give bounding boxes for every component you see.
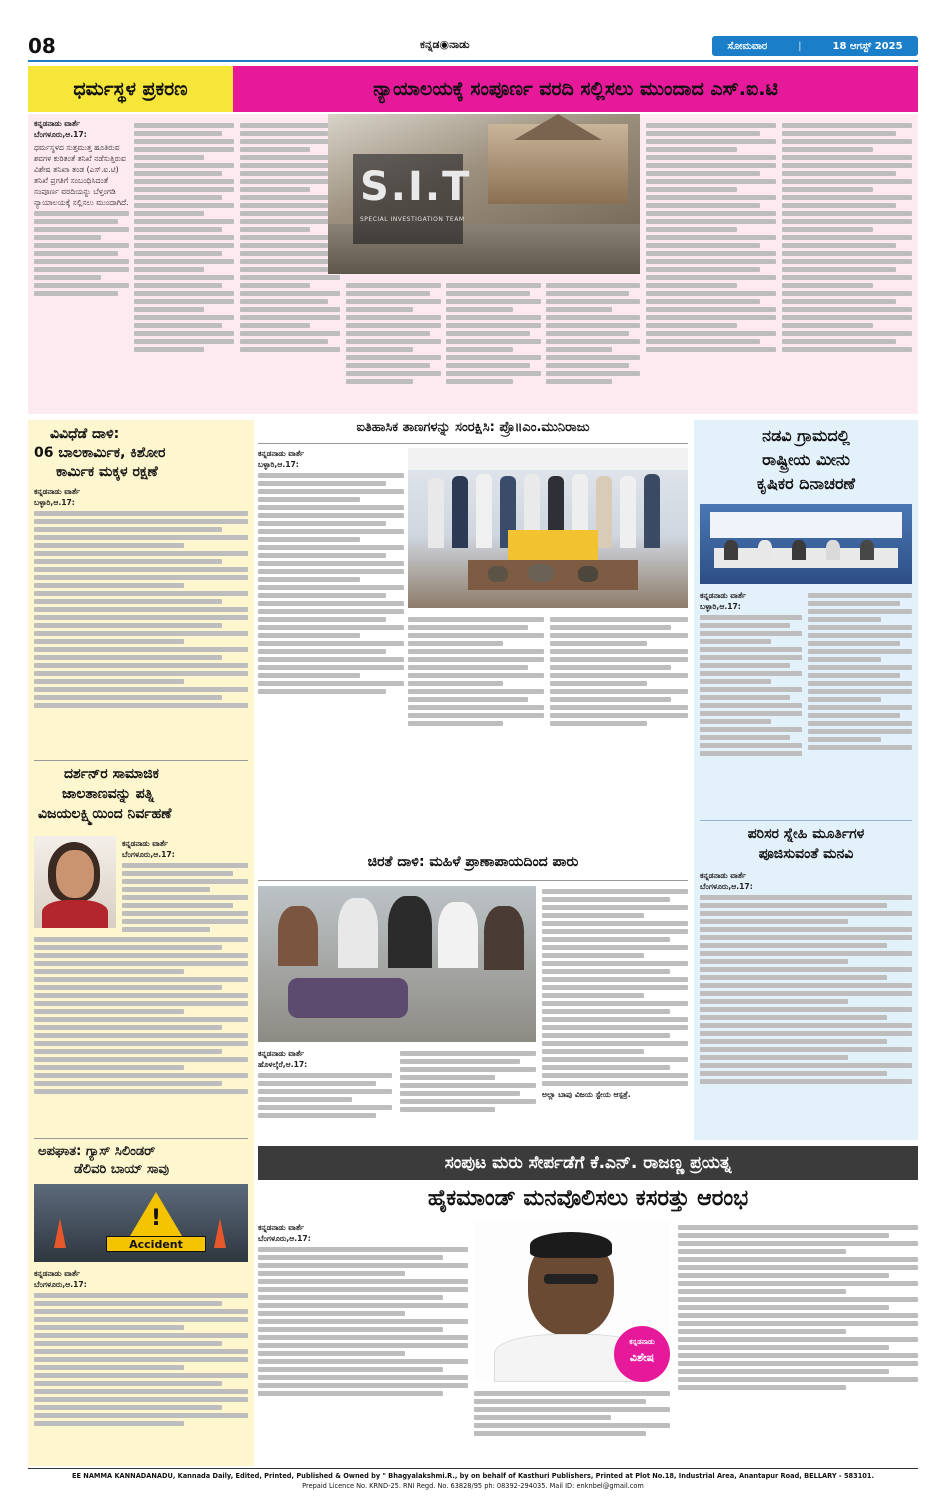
- accident-story: [34, 1144, 248, 1460]
- heritage-column-3: [550, 614, 688, 748]
- banner-tag: ಧರ್ಮಸ್ಥಳ ಪ್ರಕರಣ: [28, 66, 233, 112]
- place-date: ಬೆಂಗಳೂರು,ಆ.17:: [122, 850, 175, 859]
- top-story-column-3: [240, 120, 340, 408]
- leopard-column-2: [400, 1048, 536, 1142]
- child-labour-title-1: ವಿವಿಧೆಡೆ ದಾಳಿ:: [50, 426, 120, 442]
- left-column: [28, 420, 254, 1466]
- badge-bottom: ವಿಶೇಷ: [629, 1351, 655, 1364]
- dateline: ಕನ್ನಡನಾಡು ವಾರ್ತೆ: [258, 449, 305, 458]
- top-story-column-2: [134, 120, 234, 408]
- vijayalakshmi-photo: [34, 836, 116, 928]
- top-story-column-4: [346, 280, 441, 408]
- footer-licence: Prepaid Licence No. KRND-25. RNI Regd. No. 63828/95 ph: 08392-294035. Mail ID: enknbel@gmail.com: [302, 1482, 644, 1490]
- dateline: ಕನ್ನಡನಾಡು ವಾರ್ತೆ: [700, 871, 747, 880]
- sit-logo: S.I.T: [360, 164, 472, 210]
- leopard-photo: [258, 886, 536, 1042]
- place-date: ಬೆಂಗಳೂರು,ಆ.17:: [258, 1234, 311, 1243]
- fish-column-2: [808, 590, 912, 814]
- cabinet-kicker: ಸಂಪುಟ ಮರು ಸೇರ್ಪಡೆಗೆ ಕೆ.ಎನ್. ರಾಜಣ್ಣ ಪ್ರಯತ್ನ: [258, 1146, 918, 1180]
- dateline: ಕನ್ನಡನಾಡು ವಾರ್ತೆ: [34, 1269, 81, 1278]
- leopard-column-3: [542, 886, 688, 1142]
- fish-event-photo: [700, 504, 912, 584]
- dateline: ಕನ್ನಡನಾಡು ವಾರ್ತೆ: [258, 1049, 305, 1058]
- heritage-story: [258, 420, 688, 750]
- place-date: ಬಳ್ಳಾರಿ,ಆ.17:: [700, 602, 741, 611]
- darshan-title-1: ದರ್ಶನ್‌ರ ಸಾಮಾಜಿಕ: [64, 766, 159, 782]
- cabinet-column-2: [474, 1388, 670, 1462]
- right-column: [694, 420, 918, 1140]
- place-date: ಬೆಂಗಳೂರು,ಆ.17:: [700, 882, 753, 891]
- dateline: ಕನ್ನಡನಾಡು ವಾರ್ತೆ: [700, 591, 747, 600]
- sit-logo-caption: SPECIAL INVESTIGATION TEAM: [360, 216, 465, 223]
- place-date: ಬಳ್ಳಾರಿ,ಆ.17:: [34, 498, 75, 507]
- eco-title-1: ಪರಿಸರ ಸ್ನೇಹಿ ಮೂರ್ತಿಗಳ: [747, 826, 865, 842]
- day-label: ಸೋಮವಾರ: [727, 40, 768, 52]
- dateline: ಕನ್ನಡನಾಡು ವಾರ್ತೆ: [34, 119, 81, 128]
- heritage-column-2: [408, 614, 544, 748]
- fish-title-3: ಕೃಷಿಕರ ದಿನಾಚರಣೆ: [756, 474, 856, 493]
- cabinet-story: [258, 1146, 918, 1466]
- cabinet-column-1: [258, 1222, 468, 1462]
- page-number: 08: [28, 34, 56, 58]
- top-story-column-5: [446, 280, 541, 408]
- date-box: ಸೋಮವಾರ | 18 ಆಗಸ್ಟ್ 2025: [712, 36, 918, 56]
- special-badge: [614, 1326, 670, 1382]
- child-labour-story: [34, 426, 248, 756]
- fish-column-1: [700, 590, 802, 814]
- fish-title-2: ರಾಷ್ಟ್ರೀಯ ಮೀನು: [762, 450, 850, 469]
- darshan-title-2: ಜಾಲತಾಣವನ್ನು ಪತ್ನಿ: [62, 786, 154, 802]
- page-footer: [28, 1468, 918, 1498]
- child-labour-title-2: 06 ಬಾಲಕಾರ್ಮಿಕ, ಕಿಶೋರ: [34, 445, 166, 461]
- top-banner: [28, 66, 918, 112]
- eco-idol-story: [700, 826, 912, 1136]
- top-story-column-7: [646, 120, 776, 408]
- place-date: ಬೆಂಗಳೂರು,ಆ.17:: [34, 1280, 87, 1289]
- rajanna-photo: [474, 1222, 670, 1382]
- cabinet-column-3: [678, 1222, 918, 1462]
- fish-title-1: ನಡವಿ ಗ್ರಾಮದಲ್ಲಿ: [762, 426, 850, 445]
- top-story-column-6: [546, 280, 640, 408]
- leopard-column-1: [258, 1048, 392, 1142]
- footer-imprint: EE NAMMA KANNADANADU, Kannada Daily, Edited, Printed, Published & Owned by " Bhagyalakshmi.R., by on behalf of Kasthuri Publishers, Printed at Plot No.18, Industrial Area, Anantapur Road, BELLARY - 583101.: [72, 1472, 874, 1480]
- leopard-story: [258, 854, 688, 1144]
- accident-title-2: ಡೆಲಿವರಿ ಬಾಯ್ ಸಾವು: [74, 1162, 170, 1177]
- warning-icon: !: [151, 1206, 162, 1231]
- cabinet-headline: ಹೈಕಮಾಂಡ್ ಮನವೊಲಿಸಲು ಕಸರತ್ತು ಆರಂಭ: [427, 1186, 749, 1211]
- eco-title-2: ಪೂಜಿಸುವಂತೆ ಮನವಿ: [758, 846, 854, 862]
- darshan-story: [34, 766, 248, 1136]
- top-story-column-1: [34, 118, 129, 408]
- darshan-title-3: ವಿಜಯಲಕ್ಷ್ಮಿಯಿಂದ ನಿರ್ವಹಣೆ: [38, 806, 172, 822]
- accident-title-1: ಅಪಘಾತ: ಗ್ಯಾಸ್ ಸಿಲಿಂಡರ್: [38, 1144, 156, 1159]
- heritage-column-1: [258, 448, 404, 748]
- dateline: ಕನ್ನಡನಾಡು ವಾರ್ತೆ: [258, 1223, 305, 1232]
- darshan-byline: [122, 838, 248, 935]
- leopard-end-note: ಅಲ್ಲಾ ಬಾಪು ವಿಜಯ ಸ್ಟೇಯ ಆಸ್ಪತ್ರೆ.: [542, 1090, 631, 1099]
- place-date: ಬಳ್ಳಾರಿ,ಆ.17:: [258, 460, 299, 469]
- accident-label: Accident: [106, 1236, 206, 1252]
- fish-story: [700, 426, 912, 816]
- lead-paragraph: ಧರ್ಮಸ್ಥಳದ ಸುತ್ತಮುತ್ತ ಹೂತಿರುವ ಶವಗಳ ಕುರಿತಂತೆ ತನಿಖೆ ನಡೆಸುತ್ತಿರುವ ವಿಶೇಷ ತನಿಖಾ ತಂಡ (ಎಸ್.ಐ.ಟಿ) ತನಿಖೆ ಪ್ರಗತಿಗೆ ಸಂಬಂಧಿಸಿದಂತೆ ಸಂಪೂರ್ಣ ವರದಿಯನ್ನು ಬೆಳ್ತಂಗಡಿ ನ್ಯಾಯಾಲಯಕ್ಕೆ ಸಲ್ಲಿಸಲು ಮುಂದಾಗಿದೆ.: [34, 143, 129, 207]
- date-label: 18 ಆಗಸ್ಟ್ 2025: [832, 40, 903, 52]
- place-date: ಹೊಳಲ್ಕೆರೆ,ಆ.17:: [258, 1060, 308, 1069]
- heritage-photo: [408, 448, 688, 608]
- page-header: [0, 30, 945, 64]
- heritage-title: ಐತಿಹಾಸಿಕ ತಾಣಗಳನ್ನು ಸಂರಕ್ಷಿಸಿ: ಪ್ರೊ॥ಎಂ.ಮುನಿರಾಜು: [356, 420, 590, 435]
- accident-photo: [34, 1184, 248, 1262]
- sit-photo: [328, 114, 640, 274]
- dateline: ಕನ್ನಡನಾಡು ವಾರ್ತೆ: [34, 487, 81, 496]
- badge-top: ಕನ್ನಡನಾಡು: [629, 1338, 655, 1346]
- dateline: ಕನ್ನಡನಾಡು ವಾರ್ತೆ: [122, 839, 169, 848]
- masthead-logo: ಕನ್ನಡ◉ನಾಡು: [420, 38, 470, 51]
- banner-headline: ನ್ಯಾಯಾಲಯಕ್ಕೆ ಸಂಪೂರ್ಣ ವರದಿ ಸಲ್ಲಿಸಲು ಮುಂದಾದ ಎಸ್.ಐ.ಟಿ: [233, 66, 918, 112]
- top-story-column-8: [782, 120, 912, 408]
- place-date: ಬೆಂಗಳೂರು,ಆ.17:: [34, 130, 87, 139]
- top-story: [28, 114, 918, 414]
- child-labour-title-3: ಕಾರ್ಮಿಕ ಮಕ್ಕಳ ರಕ್ಷಣೆ: [56, 464, 158, 480]
- leopard-title: ಚಿರತೆ ದಾಳಿ: ಮಹಿಳೆ ಪ್ರಾಣಾಪಾಯದಿಂದ ಪಾರು: [367, 854, 579, 870]
